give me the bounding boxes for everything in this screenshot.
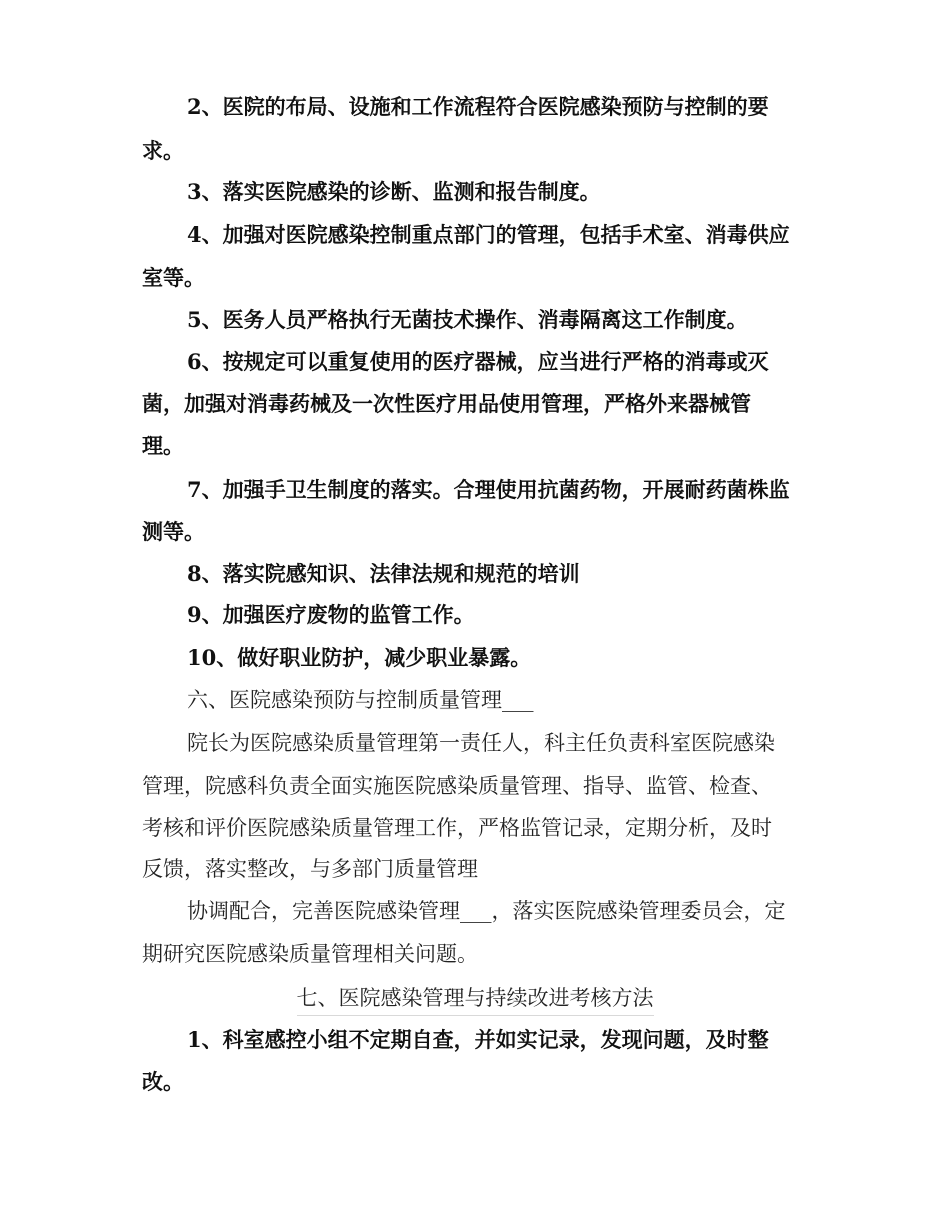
section-heading-seven: 七、医院感染管理与持续改进考核方法	[297, 983, 654, 1016]
section-heading-seven-wrap	[0, 983, 950, 1016]
text-line-item-2-cont: 求。	[142, 138, 184, 163]
text-line-item-5: 5、医务人员严格执行无菌技术操作、消毒隔离这工作制度。	[187, 307, 748, 332]
text-line-item-4: 4、加强对医院感染控制重点部门的管理，包括手术室、消毒供应	[187, 222, 790, 247]
paragraph-line-6: 期研究医院感染质量管理相关问题。	[142, 942, 478, 966]
text-line-item-10: 10、做好职业防护，减少职业暴露。	[187, 645, 532, 670]
text-line-item-9: 9、加强医疗废物的监管工作。	[187, 602, 475, 627]
paragraph-line-4: 反馈，落实整改，与多部门质量管理	[142, 857, 478, 881]
paragraph-line-1: 院长为医院感染质量管理第一责任人，科主任负责科室医院感染	[187, 731, 775, 755]
text-line-item-4-cont: 室等。	[142, 265, 205, 290]
text-line-item-7: 7、加强手卫生制度的落实。合理使用抗菌药物，开展耐药菌株监	[187, 477, 790, 502]
paragraph-line-3: 考核和评价医院感染质量管理工作，严格监管记录，定期分析，及时	[142, 816, 772, 840]
text-line-item-3: 3、落实医院感染的诊断、监测和报告制度。	[187, 179, 601, 204]
paragraph-line-5: 协调配合，完善医院感染管理___，落实医院感染管理委员会，定	[187, 899, 786, 923]
text-line-assessment-1-cont: 改。	[142, 1069, 184, 1094]
text-line-item-6: 6、按规定可以重复使用的医疗器械，应当进行严格的消毒或灭	[187, 349, 769, 374]
text-line-assessment-1: 1、科室感控小组不定期自查，并如实记录，发现问题，及时整	[187, 1027, 769, 1052]
text-line-item-6-cont-2: 理。	[142, 433, 184, 458]
text-line-item-8: 8、落实院感知识、法律法规和规范的培训	[187, 561, 580, 586]
text-line-item-6-cont-1: 菌，加强对消毒药械及一次性医疗用品使用管理，严格外来器械管	[142, 391, 751, 416]
section-heading-six: 六、医院感染预防与控制质量管理___	[187, 688, 534, 712]
text-line-item-2: 2、医院的布局、设施和工作流程符合医院感染预防与控制的要	[187, 94, 769, 119]
text-line-item-7-cont: 测等。	[142, 519, 205, 544]
paragraph-line-2: 管理，院感科负责全面实施医院感染质量管理、指导、监管、检查、	[142, 774, 772, 798]
